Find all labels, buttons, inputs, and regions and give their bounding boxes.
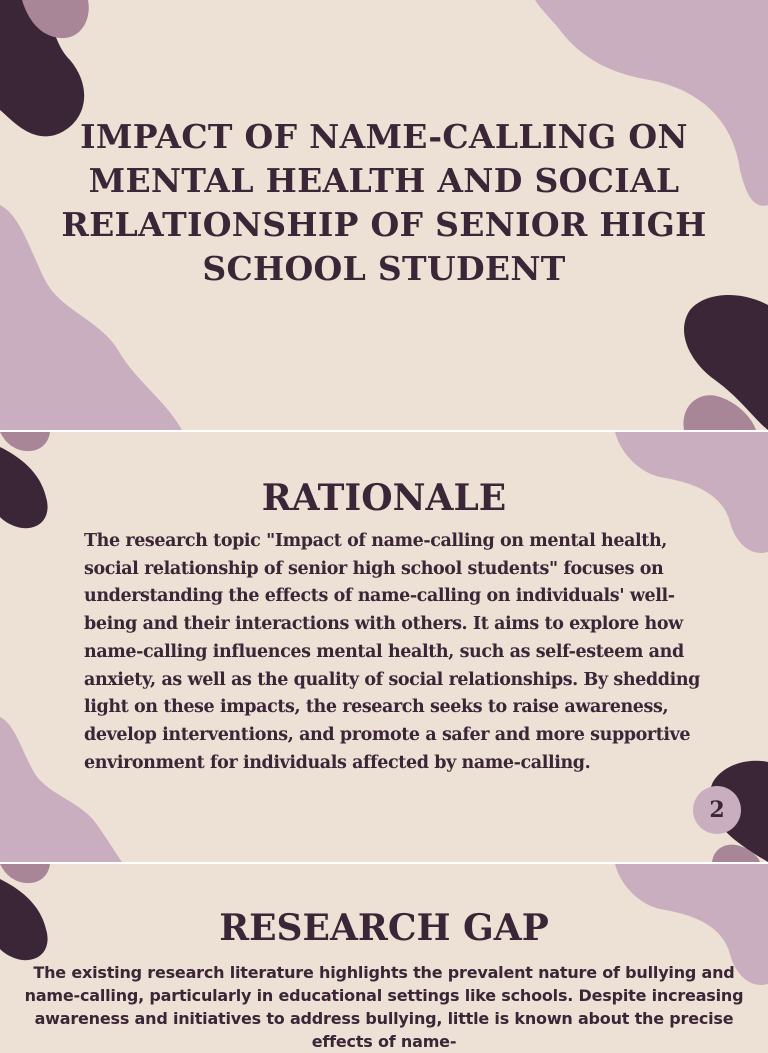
slide-title xyxy=(0,0,768,430)
section-body: The research topic "Impact of name-calling on mental health, social relationship of senior high school students" focuses on understanding the effects of name-calling on individuals' well-being and their interactions with others. It aims to explore how name-calling influences mental health, such as self-esteem and anxiety, as well as the quality of social relationships. By shedding light on these impacts, the research seeks to raise awareness, develop interventions, and promote a safer and more supportive environment for individuals affected by name-calling. xyxy=(84,531,700,773)
section-body: The existing research literature highlights the prevalent nature of bullying and name-calling, particularly in educational settings like schools. Despite increasing awareness and initiatives to address bullying, little is known about the precise effects of name- xyxy=(24,963,744,1051)
slide-research-gap xyxy=(0,864,768,1051)
blob-top-left-mauve xyxy=(0,864,50,883)
presentation-title: IMPACT OF NAME-CALLING ON MENTAL HEALTH AND SOCIAL RELATIONSHIP OF SENIOR HIGH SCHOOL STUDENT xyxy=(61,117,707,288)
blob-top-left-mauve xyxy=(0,432,50,451)
section-heading: RESEARCH GAP xyxy=(219,907,549,949)
section-heading: RATIONALE xyxy=(261,477,507,519)
slide-rationale xyxy=(0,432,768,862)
page-number-badge: 2 xyxy=(693,786,741,834)
